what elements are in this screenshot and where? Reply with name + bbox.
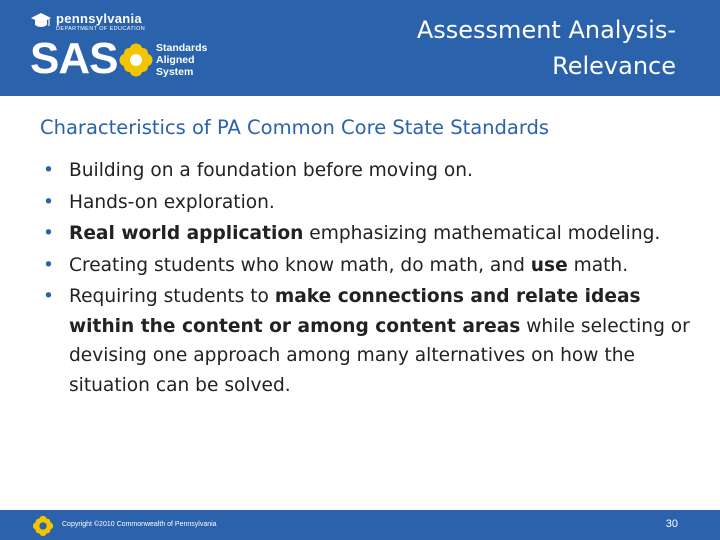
header-bar (0, 0, 720, 96)
bullet-item (43, 219, 693, 249)
bullet-icon: • (43, 160, 54, 181)
department-name: DEPARTMENT OF EDUCATION (56, 26, 146, 32)
page-number: 30 (665, 518, 678, 530)
bullet-text: math. (567, 254, 629, 276)
graduation-cap-icon (30, 12, 52, 32)
bullet-emphasis: make connections and relate ideas within the content or among content areas (69, 286, 641, 337)
slide-title-line-2: Relevance (552, 52, 676, 80)
slide-title-line-1: Assessment Analysis- (416, 16, 676, 44)
bullet-item (43, 156, 693, 186)
bullet-item (43, 188, 693, 218)
bullet-text: Building on a foundation before moving on. (69, 160, 473, 181)
bullet-icon: • (43, 286, 54, 307)
sas-word-standards: Standards (156, 42, 208, 54)
bullet-text: while selecting or devising one approach among many alternatives on how the situation can be solved. (69, 315, 690, 396)
bullet-item (43, 282, 693, 400)
sas-flower-icon (118, 42, 154, 78)
bullet-emphasis: Real world application (69, 223, 304, 244)
bullet-text: Creating students who know math, do math, and (69, 254, 531, 276)
footer-bar (0, 510, 720, 540)
bullet-text: emphasizing mathematical modeling. (303, 223, 661, 244)
bullet-text: Hands-on exploration. (69, 191, 275, 213)
sas-acronym: SAS (30, 34, 118, 83)
slide-subtitle: Characteristics of PA Common Core State Standards (40, 116, 550, 139)
bullet-item (43, 251, 693, 281)
sas-logo (30, 12, 230, 88)
bullet-emphasis: use (530, 254, 568, 276)
bullet-icon: • (43, 191, 54, 213)
bullet-list (43, 156, 693, 402)
bullet-text: Requiring students to (69, 286, 275, 307)
copyright-text: Copyright ©2010 Commonwealth of Pennsylvania (62, 521, 217, 528)
bullet-icon: • (43, 254, 54, 276)
state-name: pennsylvania (56, 11, 142, 26)
slide-title (417, 12, 676, 84)
sas-words (156, 42, 207, 78)
sas-word-system: System (156, 66, 194, 78)
sas-flower-icon (32, 515, 54, 537)
bullet-icon: • (43, 223, 54, 244)
sas-word-aligned: Aligned (156, 54, 195, 66)
